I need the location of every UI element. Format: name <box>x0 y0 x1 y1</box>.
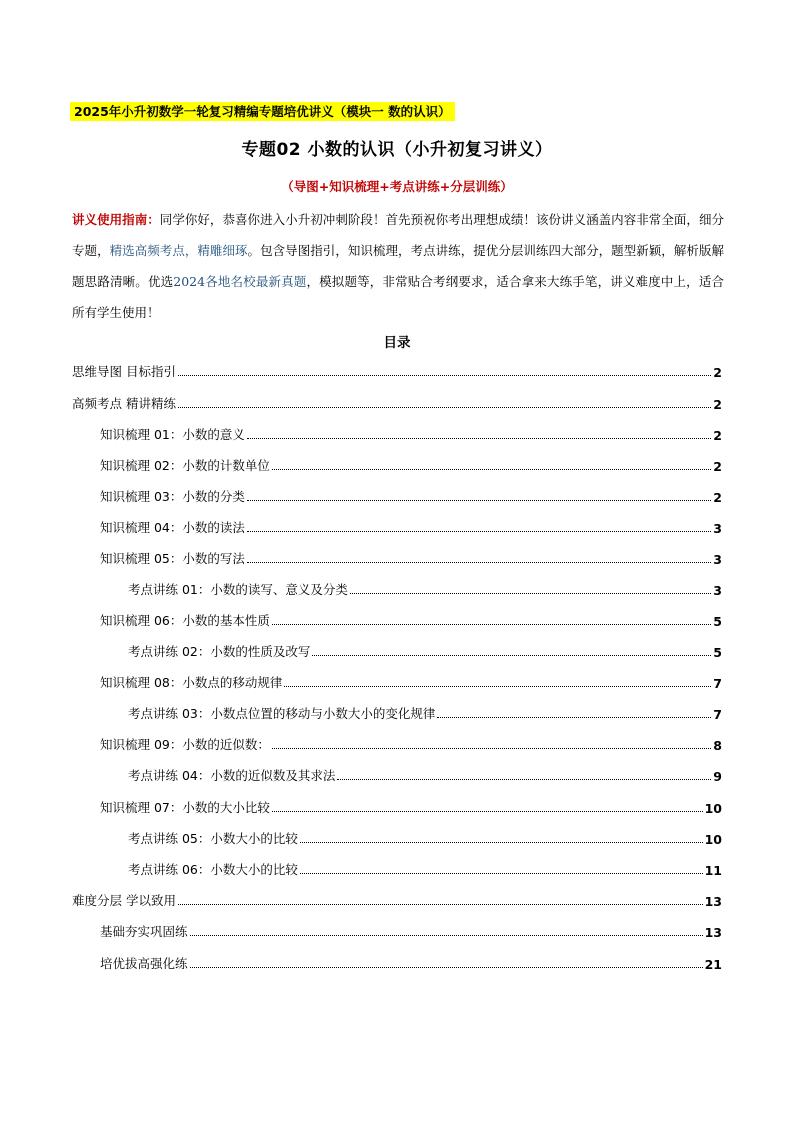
toc-entry[interactable] <box>100 611 722 629</box>
toc-leader-dots <box>178 904 703 905</box>
usage-guide-highlight-2: 2024各地名校最新真题 <box>173 274 307 289</box>
toc-entry-label: 考点讲练 03：小数点位置的移动与小数大小的变化规律 <box>128 706 436 721</box>
toc-entry[interactable] <box>72 891 722 909</box>
toc-entry-page: 2 <box>713 490 722 505</box>
toc-leader-dots <box>337 779 711 780</box>
toc-leader-dots <box>178 407 711 408</box>
toc-leader-dots <box>350 593 711 594</box>
toc-entry-page: 10 <box>704 832 722 847</box>
toc-entry-page: 3 <box>713 583 722 598</box>
toc-entry[interactable] <box>128 829 722 847</box>
toc-entry-page: 3 <box>713 552 722 567</box>
toc-entry-label: 知识梳理 07：小数的大小比较 <box>100 800 270 815</box>
toc-leader-dots <box>247 562 711 563</box>
toc-entry-page: 3 <box>713 521 722 536</box>
toc-leader-dots <box>247 500 711 501</box>
toc-entry[interactable] <box>100 954 722 972</box>
toc-leader-dots <box>272 624 711 625</box>
toc-leader-dots <box>272 811 703 812</box>
toc-entry-page: 7 <box>713 707 722 722</box>
toc-leader-dots <box>178 375 711 376</box>
toc-entry[interactable] <box>128 766 722 784</box>
toc-entry[interactable] <box>100 518 722 536</box>
toc-entry-page: 13 <box>704 894 722 909</box>
toc-entry-page: 2 <box>713 428 722 443</box>
toc-heading: 目录 <box>383 335 411 351</box>
document-banner: 2025年小升初数学一轮复习精编专题培优讲义（模块一 数的认识） <box>70 102 455 121</box>
toc-entry[interactable] <box>128 860 722 878</box>
toc-leader-dots <box>437 717 711 718</box>
toc-entry-page: 5 <box>713 645 722 660</box>
toc-entry[interactable] <box>100 735 722 753</box>
toc-entry-label: 考点讲练 05：小数大小的比较 <box>128 831 298 846</box>
toc-entry[interactable] <box>100 487 722 505</box>
toc-entry-page: 8 <box>713 738 722 753</box>
toc-entry[interactable] <box>100 425 722 443</box>
toc-entry[interactable] <box>100 922 722 940</box>
toc-entry-label: 考点讲练 02：小数的性质及改写 <box>128 644 311 659</box>
toc-entry-label: 思维导图 目标指引 <box>72 364 176 379</box>
toc-entry-label: 知识梳理 08：小数点的移动规律 <box>100 675 283 690</box>
toc-entry-label: 难度分层 学以致用 <box>72 893 176 908</box>
toc-entry[interactable] <box>100 798 722 816</box>
toc-entry-label: 考点讲练 01：小数的读写、意义及分类 <box>128 582 348 597</box>
toc-entry-page: 10 <box>704 801 722 816</box>
toc-leader-dots <box>247 438 711 439</box>
toc-leader-dots <box>300 842 703 843</box>
usage-guide-text-3: ，模拟题等，非常贴合考纲要求，适合拿来大练手笔，讲义难度中上，适合所有学生使用！ <box>72 274 724 320</box>
toc-leader-dots <box>190 967 703 968</box>
toc-leader-dots <box>272 469 711 470</box>
toc-entry-page: 2 <box>713 459 722 474</box>
toc-entry[interactable] <box>128 642 722 660</box>
toc-entry-label: 知识梳理 02：小数的计数单位 <box>100 458 270 473</box>
toc-entry-page: 5 <box>713 614 722 629</box>
toc-entry[interactable] <box>100 673 722 691</box>
usage-guide-text-2: 。包含导图指引，知识梳理，考点讲练，提优分层训练四大部分，题型新颖，解析版解题思路清晰。优选 <box>72 243 724 289</box>
toc-leader-dots <box>284 686 711 687</box>
toc-entry-label: 知识梳理 05：小数的写法 <box>100 551 245 566</box>
toc-entry[interactable] <box>128 704 722 722</box>
toc-entry[interactable] <box>72 362 722 380</box>
toc-entry-label: 知识梳理 09：小数的近似数： <box>100 737 270 752</box>
toc-entry[interactable] <box>72 394 722 412</box>
toc-leader-dots <box>190 935 703 936</box>
toc-entry-label: 考点讲练 06：小数大小的比较 <box>128 862 298 877</box>
toc-entry-label: 知识梳理 06：小数的基本性质 <box>100 613 270 628</box>
toc-leader-dots <box>300 873 703 874</box>
toc-leader-dots <box>272 748 711 749</box>
usage-guide-highlight-1: 精选高频考点，精雕细琢 <box>109 243 248 258</box>
usage-guide <box>72 204 724 328</box>
toc-entry[interactable] <box>100 549 722 567</box>
toc-entry[interactable] <box>128 580 722 598</box>
toc-entry-page: 11 <box>704 863 722 878</box>
usage-guide-lead: 讲义使用指南： <box>72 212 160 227</box>
page-subtitle: （导图+知识梳理+考点讲练+分层训练） <box>281 179 513 194</box>
toc-entry-page: 13 <box>704 925 722 940</box>
toc-entry-label: 基础夯实巩固练 <box>100 924 188 939</box>
toc-entry-page: 21 <box>704 957 722 972</box>
toc-entry-page: 7 <box>713 676 722 691</box>
toc-entry-page: 2 <box>713 365 722 380</box>
toc-entry-label: 知识梳理 01：小数的意义 <box>100 427 245 442</box>
toc-entry-page: 9 <box>713 769 722 784</box>
usage-guide-text-1: 同学你好，恭喜你进入小升初冲刺阶段！首先预祝你考出理想成绩！该份讲义涵盖内容非常全面，细分专题， <box>72 212 724 258</box>
toc-entry[interactable] <box>100 456 722 474</box>
toc-entry-label: 知识梳理 03：小数的分类 <box>100 489 245 504</box>
toc-entry-label: 高频考点 精讲精练 <box>72 396 176 411</box>
toc-entry-page: 2 <box>713 397 722 412</box>
toc-entry-label: 考点讲练 04：小数的近似数及其求法 <box>128 768 336 783</box>
page-title: 专题02 小数的认识（小升初复习讲义） <box>241 140 553 160</box>
toc-leader-dots <box>247 531 711 532</box>
toc-entry-label: 培优拔高强化练 <box>100 956 188 971</box>
toc-entry-label: 知识梳理 04：小数的读法 <box>100 520 245 535</box>
toc-leader-dots <box>312 655 711 656</box>
